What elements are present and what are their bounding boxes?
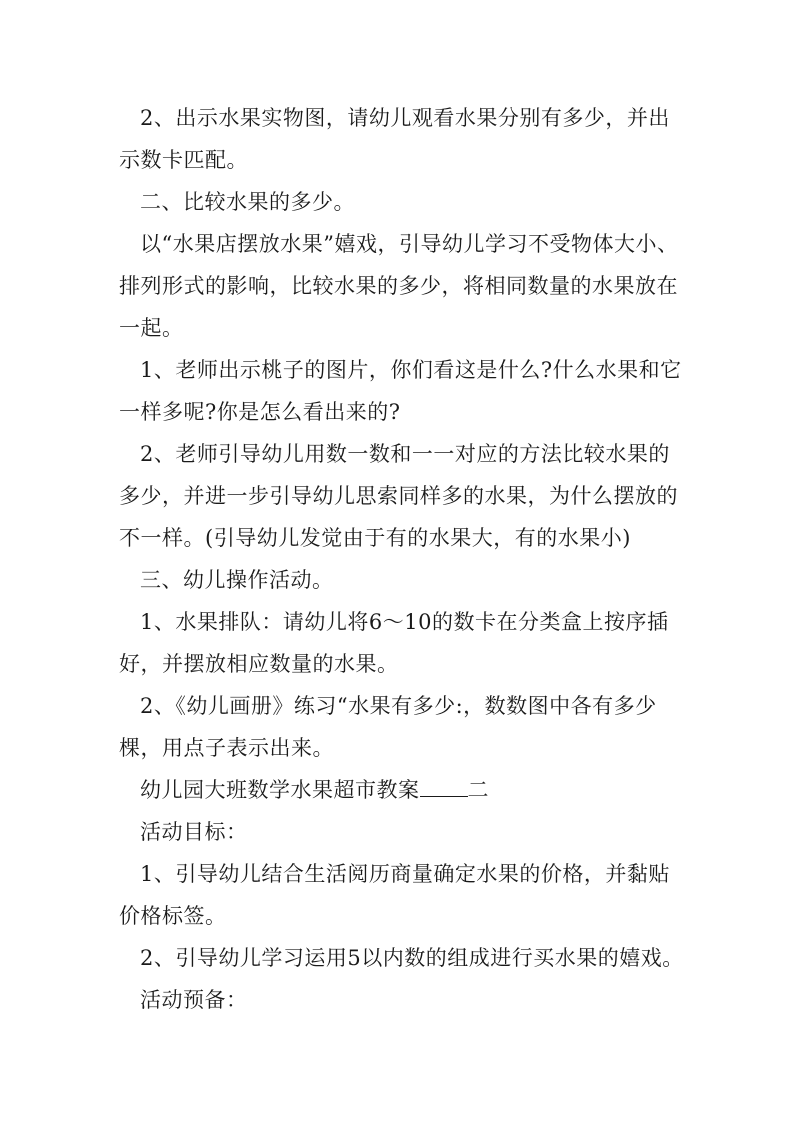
paragraph-line: 1、老师出示桃子的图片，你们看这是什么?什么水果和它 — [140, 358, 682, 382]
paragraph-line: 一样多呢?你是怎么看出来的? — [119, 400, 401, 424]
paragraph-line: 好，并摆放相应数量的水果。 — [119, 652, 399, 676]
paragraph-line: 1、水果排队：请幼儿将6～10的数卡在分类盒上按序插 — [140, 610, 669, 634]
paragraph-line: 2、引导幼儿学习运用5以内数的组成进行买水果的嬉戏。 — [140, 946, 684, 970]
paragraph-line: 不一样。(引导幼儿发觉由于有的水果大，有的水果小) — [119, 526, 631, 550]
section-heading: 二、比较水果的多少。 — [140, 190, 355, 214]
document-title: 幼儿园大班数学水果超市教案 — [140, 778, 420, 802]
document-title-suffix: 二 — [467, 778, 489, 802]
paragraph-line: 2、老师引导幼儿用数一数和一一对应的方法比较水果的 — [140, 442, 670, 466]
paragraph-line: 一起。 — [119, 316, 184, 340]
paragraph-line: 价格标签。 — [119, 904, 227, 928]
paragraph-line: 2、《幼儿画册》练习“水果有多少:，数数图中各有多少 — [140, 694, 657, 718]
paragraph-line: 示数卡匹配。 — [119, 148, 248, 172]
paragraph-line: 以“水果店摆放水果”嬉戏，引导幼儿学习不受物体大小、 — [140, 232, 679, 256]
section-heading: 三、幼儿操作活动。 — [140, 568, 334, 592]
paragraph-line: 棵，用点子表示出来。 — [119, 736, 334, 760]
section-heading: 活动预备： — [140, 988, 248, 1012]
paragraph-line: 多少，并进一步引导幼儿思索同样多的水果，为什么摆放的 — [119, 484, 678, 508]
paragraph-line: 2、出示水果实物图，请幼儿观看水果分别有多少，并出 — [140, 106, 670, 130]
title-blank — [420, 778, 468, 797]
paragraph-line: 1、引导幼儿结合生活阅历商量确定水果的价格，并黏贴 — [140, 862, 670, 886]
section-heading: 活动目标： — [140, 820, 248, 844]
paragraph-line: 排列形式的影响，比较水果的多少，将相同数量的水果放在 — [119, 274, 678, 298]
document-title-line — [140, 776, 489, 804]
